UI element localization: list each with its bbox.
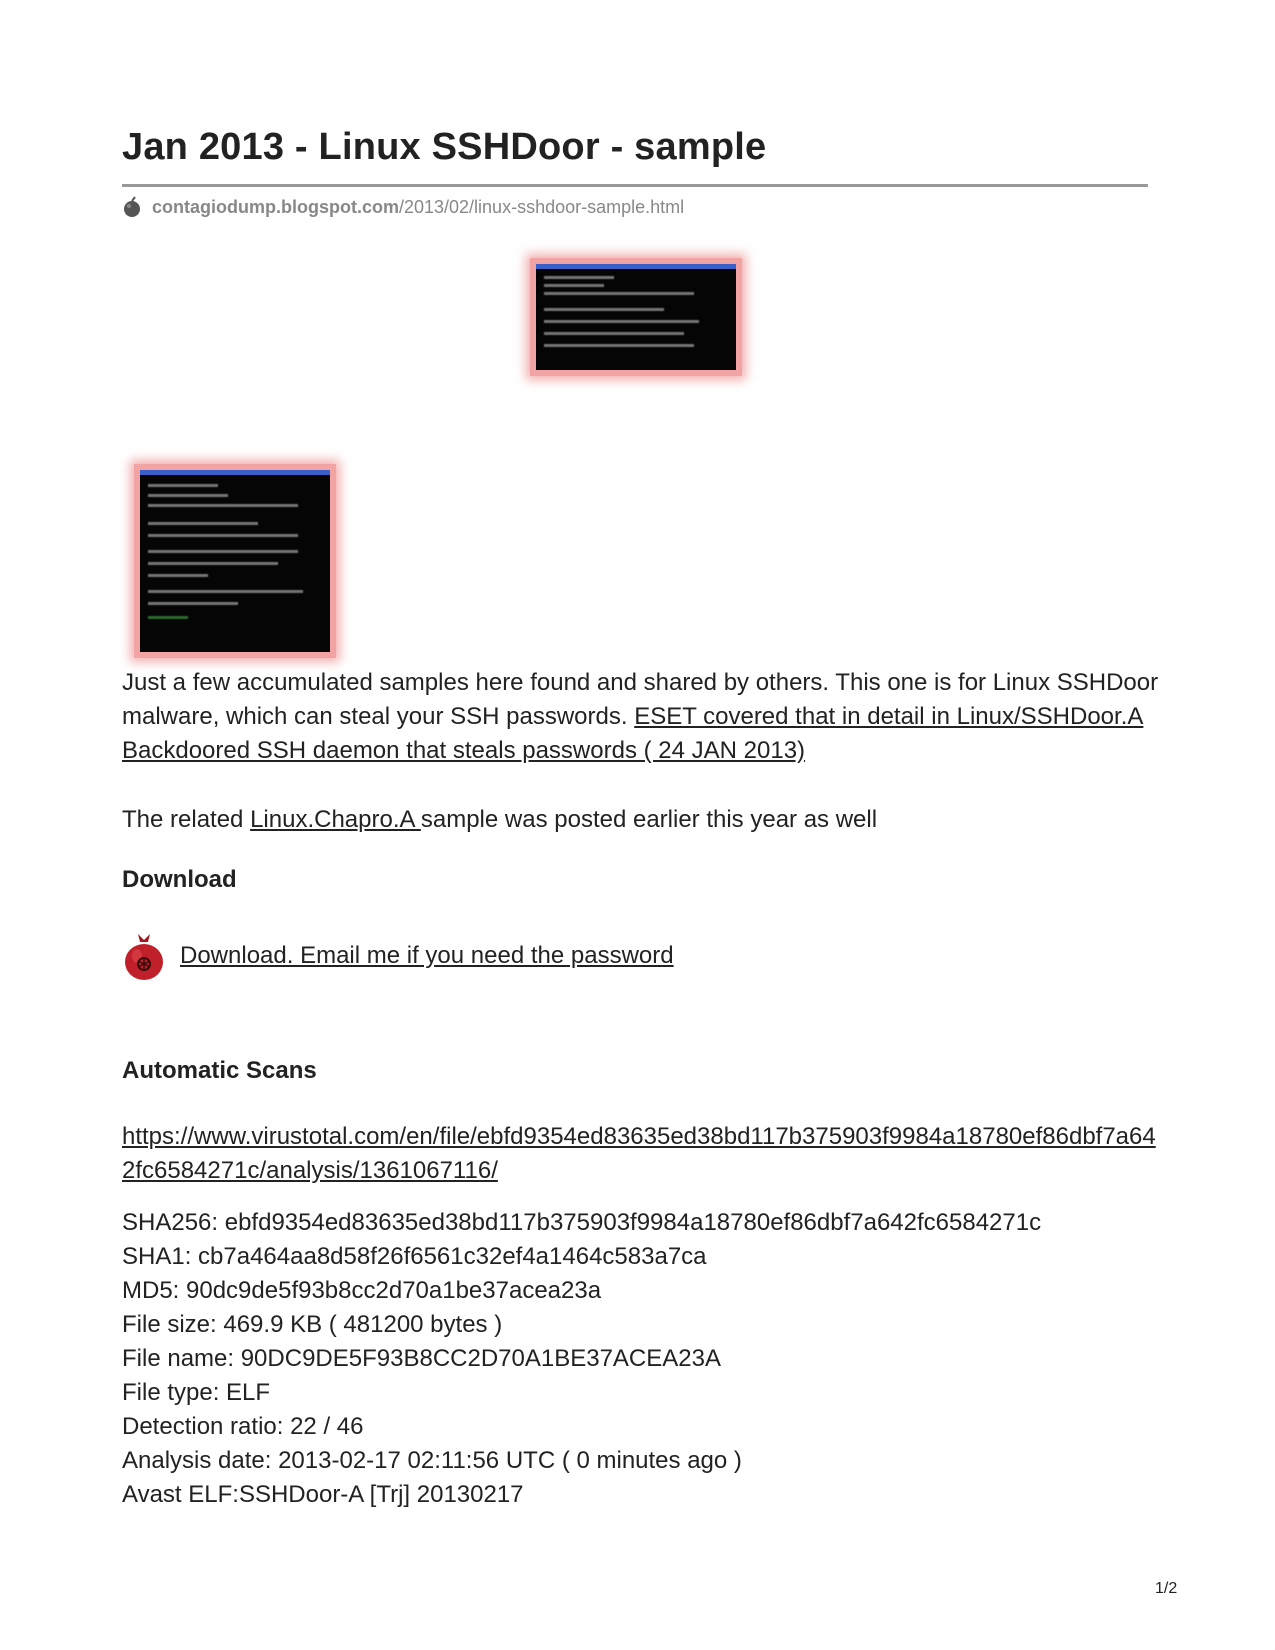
terminal-line xyxy=(148,602,238,605)
terminal-line xyxy=(148,550,298,553)
terminal-line xyxy=(148,504,298,507)
intro-paragraph xyxy=(122,666,1162,768)
biohazard-bag-icon[interactable] xyxy=(122,930,166,982)
terminal-screen xyxy=(140,470,330,652)
terminal-screenshot-thumbnail[interactable] xyxy=(530,258,742,376)
source-path: /2013/02/linux-sshdoor-sample.html xyxy=(398,196,685,217)
list-item: SHA256: ebfd9354ed83635ed38bd117b375903f9984a18780ef86dbf7a642fc6584271c xyxy=(122,1209,1042,1236)
download-heading: Download xyxy=(122,866,237,893)
terminal-screen xyxy=(536,264,736,370)
list-item: MD5: 90dc9de5f93b8cc2d70a1be37acea23a xyxy=(122,1277,602,1304)
page-number: 1/2 xyxy=(1155,1580,1178,1597)
virustotal-link[interactable]: https://www.virustotal.com/en/file/ebfd9354ed83635ed38bd117b375903f9984a18780ef86dbf7a642fc6584271c/analysis/1361067116/ xyxy=(122,1123,1156,1184)
window-titlebar xyxy=(536,264,736,269)
window-titlebar xyxy=(140,470,330,475)
terminal-line xyxy=(148,494,228,497)
list-item: Avast ELF:SSHDoor-A [Trj] 20130217 xyxy=(122,1481,524,1508)
source-url[interactable] xyxy=(152,197,684,218)
terminal-line xyxy=(148,484,218,487)
terminal-line xyxy=(544,284,604,287)
terminal-line xyxy=(148,562,278,565)
related-paragraph xyxy=(122,803,1162,837)
title-divider xyxy=(122,184,1148,187)
terminal-line xyxy=(148,534,298,537)
list-item: File size: 469.9 KB ( 481200 bytes ) xyxy=(122,1311,503,1338)
chapro-link[interactable]: Linux.Chapro.A xyxy=(250,806,421,833)
terminal-line xyxy=(544,276,614,279)
terminal-line xyxy=(544,308,664,311)
terminal-line xyxy=(544,344,694,347)
list-item: File type: ELF xyxy=(122,1379,271,1406)
terminal-line xyxy=(544,292,694,295)
download-link[interactable]: Download. Email me if you need the password xyxy=(180,942,674,969)
terminal-line xyxy=(148,590,303,593)
page-title: Jan 2013 - Linux SSHDoor - sample xyxy=(122,126,767,168)
eset-article-link[interactable]: ESET covered that in detail in Linux/SSHDoor.A Backdoored SSH daemon that steals passwords ( 24 JAN 2013) xyxy=(122,703,1144,764)
scan-details-list xyxy=(122,1206,1041,1512)
terminal-line xyxy=(544,332,684,335)
terminal-screenshot-image[interactable] xyxy=(134,464,336,658)
source-line xyxy=(122,196,684,218)
download-row xyxy=(122,930,674,982)
intro-text: Just a few accumulated samples here found and shared by others. This one is for Linux SSHDoor malware, which can steal your SSH passwords. xyxy=(122,669,1159,730)
list-item: Analysis date: 2013-02-17 02:11:56 UTC ( 0 minutes ago ) xyxy=(122,1447,742,1474)
bomb-icon xyxy=(122,196,142,218)
source-domain: contagiodump.blogspot.com xyxy=(152,196,399,217)
list-item: SHA1: cb7a464aa8d58f26f6561c32ef4a1464c583a7ca xyxy=(122,1243,707,1270)
terminal-line xyxy=(148,522,258,525)
automatic-scans-heading: Automatic Scans xyxy=(122,1057,317,1084)
list-item: Detection ratio: 22 / 46 xyxy=(122,1413,364,1440)
terminal-line xyxy=(148,574,208,577)
list-item: File name: 90DC9DE5F93B8CC2D70A1BE37ACEA23A xyxy=(122,1345,721,1372)
related-suffix: sample was posted earlier this year as well xyxy=(420,806,878,833)
related-prefix: The related xyxy=(122,806,251,833)
terminal-line xyxy=(544,320,699,323)
terminal-prompt-line xyxy=(148,616,188,619)
virustotal-paragraph xyxy=(122,1120,1162,1188)
